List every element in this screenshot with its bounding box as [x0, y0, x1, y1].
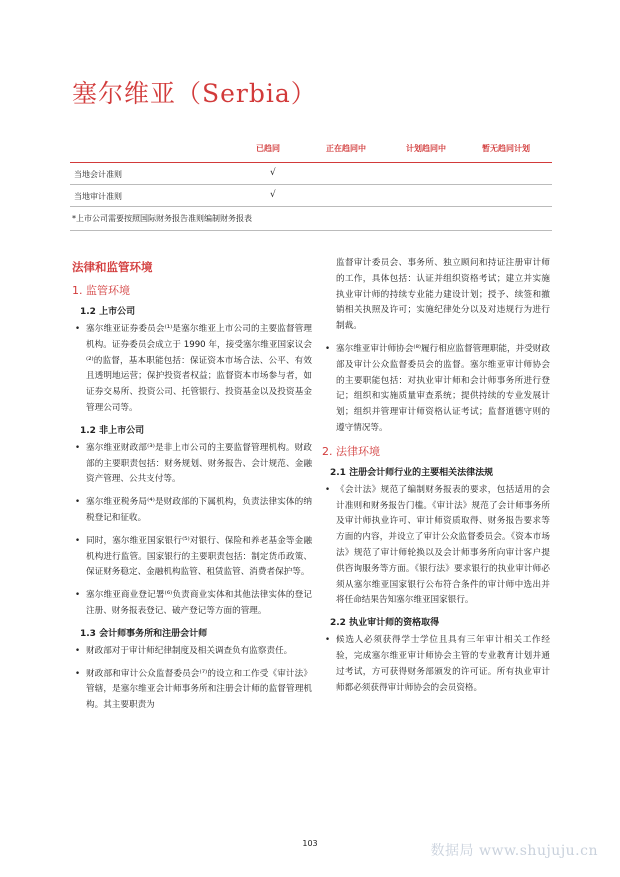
subsection-heading: 1. 监管环境 — [72, 284, 130, 297]
bullet-list — [322, 342, 550, 437]
table-header — [70, 143, 552, 159]
list-item: • 《会计法》规范了编制财务报表的要求，包括适用的会计准则和财务报告门槛。《审计法》规范了会计师事务所及审计师执业许可、审计师资质取得、财务报告要求等方面的内容，并设立了审计公众监督委员会。《资本市场法》规范了审计师轮换以及会计师事务所向审计客户提供咨询服务等方面。《银行法》要求银行的执业审计师必须从塞尔维亚国家银行公布符合条件的审计师中选出并将任命结果告知塞尔维亚国家银行。 — [325, 484, 550, 606]
header-no-plan: 暂无趋同计划 — [482, 144, 530, 153]
convergence-status-table — [70, 143, 552, 231]
list-item-continuation: 监督审计委员会、事务所、独立顾问和持证注册审计师的工作，具体包括：认证并组织资格考试；建立并实施执业审计师的持续专业能力建设计划；授予、续签和撤销相关执照及许可；实施纪律处分以及对违规行为进行制裁。 — [336, 258, 550, 332]
watermark: 数据局 www.shujuju.cn — [430, 843, 598, 859]
row-label: 当地会计准则 — [74, 170, 122, 179]
list-item: • 财政部对于审计师纪律制度及相关调查负有监察责任。 — [75, 645, 293, 656]
bullet-list — [72, 441, 312, 620]
list-item: • 塞尔维亚商业登记署⁽⁶⁾负责商业实体和其他法律实体的登记注册、财务报表登记、破产登记等方面的管理。 — [75, 590, 312, 616]
row-label: 当地审计准则 — [74, 192, 122, 201]
header-converged: 已趋同 — [256, 144, 280, 153]
table-note: *上市公司需要按照国际财务报告准则编制财务报表 — [70, 213, 552, 231]
subsubsection-heading: 1.2 上市公司 — [80, 307, 136, 317]
list-item: • 同时，塞尔维亚国家银行⁽⁵⁾对银行、保险和养老基金等金融机构进行监管。国家银行的主要职责包括：制定货币政策、保证财务稳定、金融机构监管、租赁监管、消费者保护等。 — [75, 535, 312, 578]
subsubsection-heading: 2.1 注册会计师行业的主要相关法律法规 — [330, 467, 494, 478]
header-converging: 正在趋同中 — [326, 144, 366, 153]
list-item: • 塞尔维亚证券委员会⁽¹⁾是塞尔维亚上市公司的主要监督管理机构。证券委员会成立于 1990 年，接受塞尔维亚国家议会⁽²⁾的监督，基本职能包括：保证资本市场合法、公平、有效且透明地运营；保护投资者权益；监督资本市场参与者，如证券交易所、投资公司、托管银行、投资基金以及投资基金管理公司等。 — [75, 324, 312, 413]
table-row — [70, 163, 552, 185]
subsubsection-heading: 1.2 非上市公司 — [80, 425, 145, 436]
section-heading: 法律和监管环境 — [72, 260, 153, 274]
list-item: • 财政部和审计公众监督委员会⁽⁷⁾的设立和工作受《审计法》管辖，是塞尔维亚会计师事务所和注册会计师的监督管理机构。其主要职责为 — [75, 668, 312, 711]
page-number: 103 — [302, 839, 318, 848]
bullet-list — [322, 483, 550, 609]
table-row — [70, 185, 552, 207]
bullet-list — [72, 644, 312, 714]
subsection-heading: 2. 法律环境 — [322, 444, 380, 458]
list-item: • 候选人必须获得学士学位且具有三年审计相关工作经验，完成塞尔维亚审计师协会主管的专业教育计划并通过考试，方可获得财务部颁发的许可证。所有执业审计师都必须获得审计师协会的会员资格。 — [325, 635, 550, 693]
page-title: 塞尔维亚（Serbia） — [72, 79, 317, 108]
subsubsection-heading: 1.3 会计师事务所和注册会计师 — [80, 628, 208, 639]
subsubsection-heading: 2.2 执业审计师的资格取得 — [330, 618, 440, 629]
right-column — [322, 256, 550, 703]
check-mark: √ — [270, 168, 276, 178]
list-item: • 塞尔维亚财政部⁽³⁾是非上市公司的主要监督管理机构。财政部的主要职责包括：财务规划、财务报告、会计规范、金融资产管理、公共支付等。 — [75, 442, 312, 485]
left-column — [72, 259, 312, 721]
list-item: • 塞尔维亚税务局⁽⁴⁾是财政部的下属机构，负责法律实体的纳税登记和征收。 — [75, 497, 312, 523]
header-planned: 计划趋同中 — [406, 144, 446, 153]
list-item: • 塞尔维亚审计师协会⁽⁸⁾履行相应监督管理职能，并受财政部及审计公众监督委员会的监督。塞尔维亚审计师协会的主要职能包括：对执业审计师和会计师事务所进行登记；组织和实施质量审查系统；提供持续的专业发展计划；组织并管理审计师资格认证考试；监督道德守则的遵守情况等。 — [325, 343, 550, 433]
bullet-list — [72, 322, 312, 417]
bullet-list — [322, 633, 550, 696]
check-mark: √ — [270, 190, 276, 200]
